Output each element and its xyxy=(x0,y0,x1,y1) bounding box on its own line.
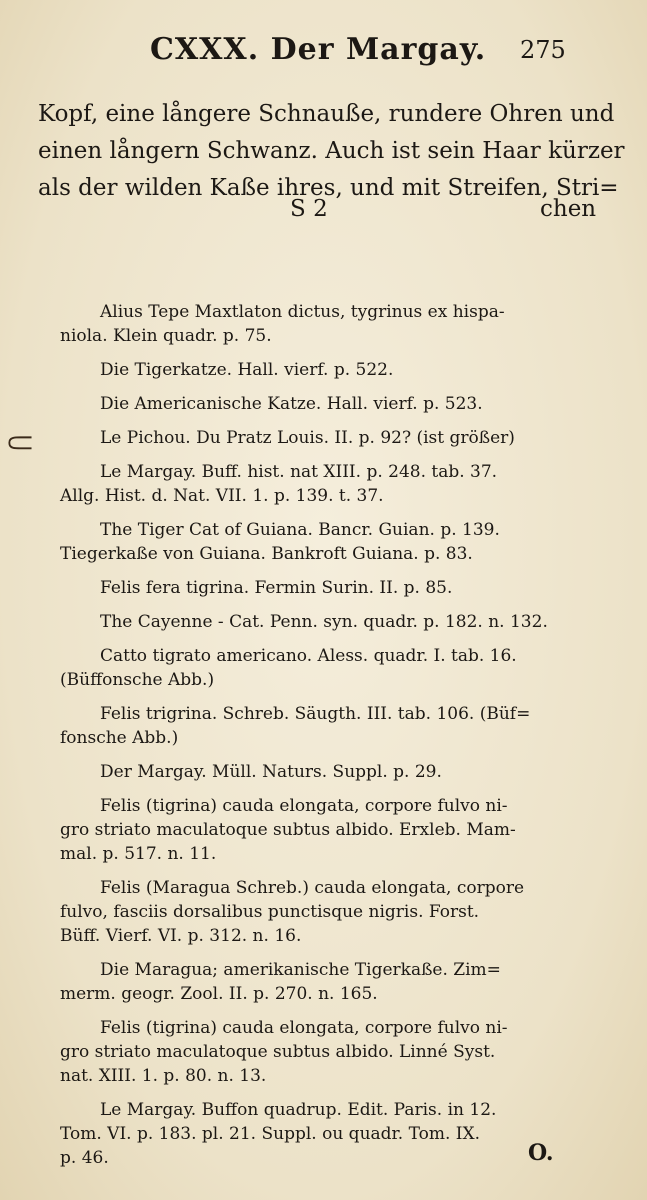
entry-line: mal. p. 517. n. 11. xyxy=(60,844,217,864)
synonym-entry xyxy=(60,702,605,750)
signature-mark: S 2 xyxy=(290,196,328,222)
synonym-entry xyxy=(60,392,605,416)
running-header xyxy=(0,28,647,72)
entry-line: Die Tigerkatze. Hall. vierf. p. 522. xyxy=(100,360,394,380)
entry-line: Felis (tigrina) cauda elongata, corpore fulvo ni- xyxy=(100,1018,508,1038)
synonym-entry xyxy=(60,518,605,566)
synonym-entry xyxy=(60,358,605,382)
entry-line: Catto tigrato americano. Aless. quadr. I. tab. 16. xyxy=(100,646,517,666)
synonym-entry xyxy=(60,794,605,866)
entry-line: Le Margay. Buff. hist. nat XIII. p. 248. tab. 37. xyxy=(100,462,498,482)
synonym-entry xyxy=(60,426,605,450)
entry-line: fonsche Abb.) xyxy=(60,728,179,748)
synonym-entry xyxy=(60,576,605,600)
page-number: 275 xyxy=(520,36,566,64)
entry-line: Felis (Maragua Schreb.) cauda elongata, corpore xyxy=(100,878,525,898)
synonym-entry xyxy=(60,958,605,1006)
entry-line: nat. XIII. 1. p. 80. n. 13. xyxy=(60,1066,267,1086)
synonym-entry xyxy=(60,1098,605,1170)
bottom-mark: O. xyxy=(528,1140,554,1166)
synonym-list xyxy=(60,300,605,1170)
synonym-entry xyxy=(60,610,605,634)
entry-line: Felis (tigrina) cauda elongata, corpore fulvo ni- xyxy=(100,796,508,816)
body-paragraph xyxy=(38,96,625,207)
synonym-entry xyxy=(60,760,605,784)
entry-line: The Tiger Cat of Guiana. Bancr. Guian. p. 139. xyxy=(100,520,500,540)
entry-line: fulvo, fasciis dorsalibus punctisque nigris. Forst. xyxy=(60,902,480,922)
synonym-entry xyxy=(60,1016,605,1088)
entry-line: The Cayenne - Cat. Penn. syn. quadr. p. 182. n. 132. xyxy=(100,612,548,632)
entry-line: Tom. VI. p. 183. pl. 21. Suppl. ou quadr. Tom. IX. xyxy=(60,1124,481,1144)
synonym-entry xyxy=(60,300,605,348)
entry-line: Tiegerkaße von Guiana. Bankroft Guiana. p. 83. xyxy=(60,544,473,564)
synonym-entry xyxy=(60,644,605,692)
entry-line: Alius Tepe Maxtlaton dictus, tygrinus ex hispa- xyxy=(100,302,505,322)
entry-line: Der Margay. Müll. Naturs. Suppl. p. 29. xyxy=(100,762,442,782)
entry-line: (Büffonsche Abb.) xyxy=(60,670,215,690)
body-line: Kopf, eine långere Schnauße, rundere Ohren und xyxy=(38,101,615,127)
entry-line: Die Americanische Katze. Hall. vierf. p. 523. xyxy=(100,394,483,414)
entry-line: Le Pichou. Du Pratz Louis. II. p. 92? (ist größer) xyxy=(100,428,515,448)
entry-line: Die Maragua; amerikanische Tigerkaße. Zim= xyxy=(100,960,501,980)
entry-line: gro striato maculatoque subtus albido. Erxleb. Mam- xyxy=(60,820,516,840)
body-line: einen långern Schwanz. Auch ist sein Haar kürzer xyxy=(38,138,625,164)
entry-line: Felis fera tigrina. Fermin Surin. II. p. 85. xyxy=(100,578,453,598)
entry-line: niola. Klein quadr. p. 75. xyxy=(60,326,272,346)
entry-line: merm. geogr. Zool. II. p. 270. n. 165. xyxy=(60,984,378,1004)
entry-line: p. 46. xyxy=(60,1148,109,1168)
entry-line: gro striato maculatoque subtus albido. Linné Syst. xyxy=(60,1042,496,1062)
entry-line: Le Margay. Buffon quadrup. Edit. Paris. in 12. xyxy=(100,1100,497,1120)
entry-line: Allg. Hist. d. Nat. VII. 1. p. 139. t. 37. xyxy=(60,486,384,506)
synonym-entry xyxy=(60,876,605,948)
chapter-title: CXXX. Der Margay. xyxy=(150,32,487,67)
body-line: als der wilden Kaße ihres, und mit Streifen, Stri= xyxy=(38,175,619,201)
entry-line: Felis trigrina. Schreb. Säugth. III. tab. 106. (Büf= xyxy=(100,704,531,724)
synonym-entry xyxy=(60,460,605,508)
margin-ink-mark: ⸦ xyxy=(0,421,40,467)
catchword: chen xyxy=(540,196,597,222)
entry-line: Büff. Vierf. VI. p. 312. n. 16. xyxy=(60,926,302,946)
